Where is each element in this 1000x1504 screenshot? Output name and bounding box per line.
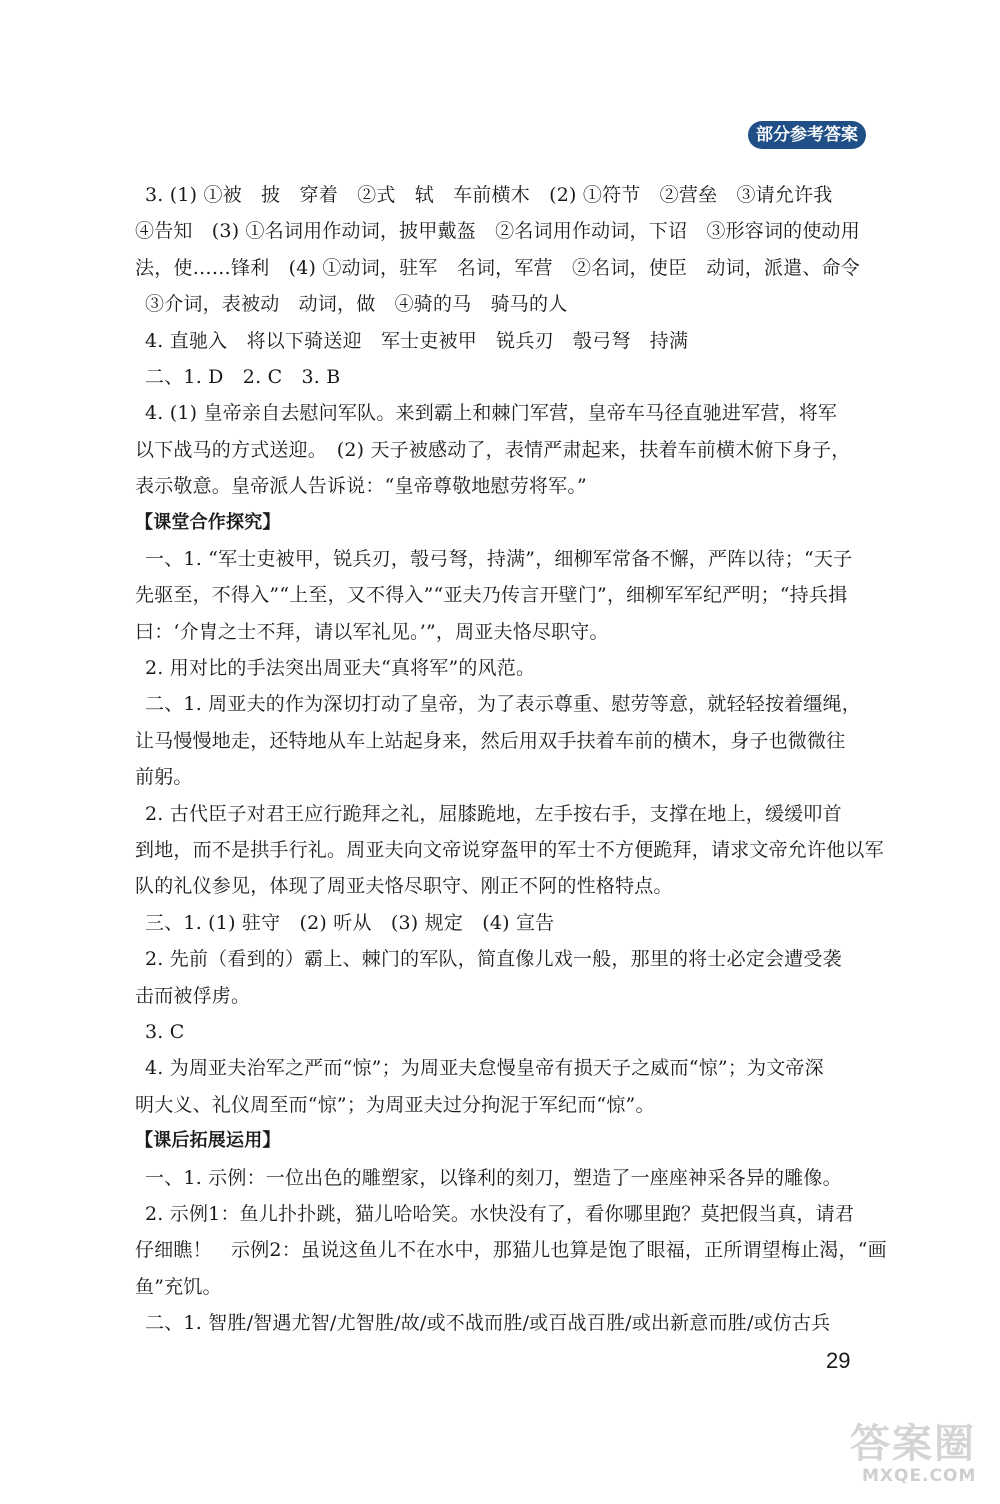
text-line: 到地，而不是拱手行礼。周亚夫向文帝说穿盔甲的军士不方便跪拜，请求文帝允许他以军 bbox=[135, 839, 884, 862]
watermark-url: MXQE.COM bbox=[862, 1466, 977, 1486]
text-line: ③介词，表被动 动词，做 ④骑的马 骑马的人 bbox=[145, 293, 568, 316]
text-line: 鱼”充饥。 bbox=[135, 1275, 222, 1298]
text-line: 表示敬意。皇帝派人告诉说：“皇帝尊敬地慰劳将军。” bbox=[135, 475, 587, 498]
text-line: 4. (1) 皇帝亲自去慰问军队。来到霸上和棘门军营，皇帝车马径直驰进军营，将军 bbox=[145, 402, 838, 425]
text-line: 以下战马的方式送迎。 (2) 天子被感动了，表情严肃起来，扶着车前横木俯下身子， bbox=[135, 438, 851, 461]
text-line: 一、1. 示例：一位出色的雕塑家，以锋利的刻刀，塑造了一座座神采各异的雕像。 bbox=[145, 1166, 842, 1189]
text-line: 2. 古代臣子对君王应行跪拜之礼，屈膝跪地，左手按右手，支撑在地上，缓缓叩首 bbox=[145, 802, 842, 825]
text-line: 2. 先前（看到的）霸上、棘门的军队，简直像儿戏一般，那里的将士必定会遭受袭 bbox=[145, 948, 842, 971]
text-line: 二、1. D 2. C 3. B bbox=[145, 365, 341, 388]
text-line: 仔细瞧！ 示例2：虽说这鱼儿不在水中，那猫儿也算是饱了眼福，正所谓望梅止渴，“画 bbox=[135, 1239, 887, 1262]
text-line: 3. (1) ①被 披 穿着 ②式 轼 车前横木 (2) ①符节 ②营垒 ③请允许我 bbox=[145, 184, 833, 206]
text-line: 2. 用对比的手法突出周亚夫“真将军”的风范。 bbox=[145, 657, 536, 680]
text-line: 二、1. 周亚夫的作为深切打动了皇帝，为了表示尊重、慰劳等意，就轻轻按着缰绳， bbox=[145, 693, 861, 716]
text-line: 队的礼仪参见，体现了周亚夫恪尽职守、刚正不阿的性格特点。 bbox=[135, 875, 673, 898]
text-line: 曰：‘介胄之士不拜，请以军礼见。’”，周亚夫恪尽职守。 bbox=[135, 620, 609, 643]
text-line: 先驱至，不得入”“上至，又不得入”“亚夫乃传言开壁门”，细柳军军纪严明；“持兵揖 bbox=[135, 584, 848, 607]
text-line: 法，使……锋利 (4) ①动词，驻军 名词，军营 ②名词，使臣 动词，派遣、命令 bbox=[135, 256, 860, 279]
text-line: 二、1. 智胜/智遇尤智/尤智胜/故/或不战而胜/或百战百胜/或出新意而胜/或仿古兵 bbox=[145, 1312, 831, 1335]
text-line: 击而被俘虏。 bbox=[135, 984, 251, 1007]
text-line: 前躬。 bbox=[135, 766, 193, 789]
text-line: 4. 直驰入 将以下骑送迎 军士吏被甲 锐兵刃 彀弓弩 持满 bbox=[145, 329, 689, 352]
section-heading: 【课后拓展运用】 bbox=[135, 1130, 281, 1152]
watermark-logo: 答案圈 bbox=[850, 1421, 976, 1467]
page-number: 29 bbox=[826, 1348, 851, 1373]
text-line: 3. C bbox=[145, 1020, 185, 1043]
text-line: 一、1. “军士吏被甲，锐兵刃，彀弓弩，持满”，细柳军常备不懈，严阵以待；“天子 bbox=[145, 547, 853, 570]
text-line: 2. 示例1：鱼儿扑扑跳，猫儿哈哈笑。水快没有了，看你哪里跑？莫把假当真，请君 bbox=[145, 1202, 855, 1225]
text-line: 明大义、礼仪周至而“惊”；为周亚夫过分拘泥于军纪而“惊”。 bbox=[135, 1093, 655, 1116]
text-line: ④告知 (3) ①名词用作动词，披甲戴盔 ②名词用作动词，下诏 ③形容词的使动用 bbox=[135, 220, 860, 243]
text-line: 4. 为周亚夫治军之严而“惊”；为周亚夫怠慢皇帝有损天子之威而“惊”；为文帝深 bbox=[145, 1057, 824, 1080]
answer-text-body bbox=[135, 177, 887, 1342]
section-heading: 【课堂合作探究】 bbox=[135, 511, 281, 533]
section-badge: 部分参考答案 bbox=[748, 121, 866, 149]
text-line: 三、1. (1) 驻守 (2) 听从 (3) 规定 (4) 宣告 bbox=[145, 911, 555, 934]
text-line: 让马慢慢地走，还特地从车上站起身来，然后用双手扶着车前的横木，身子也微微往 bbox=[135, 729, 846, 752]
